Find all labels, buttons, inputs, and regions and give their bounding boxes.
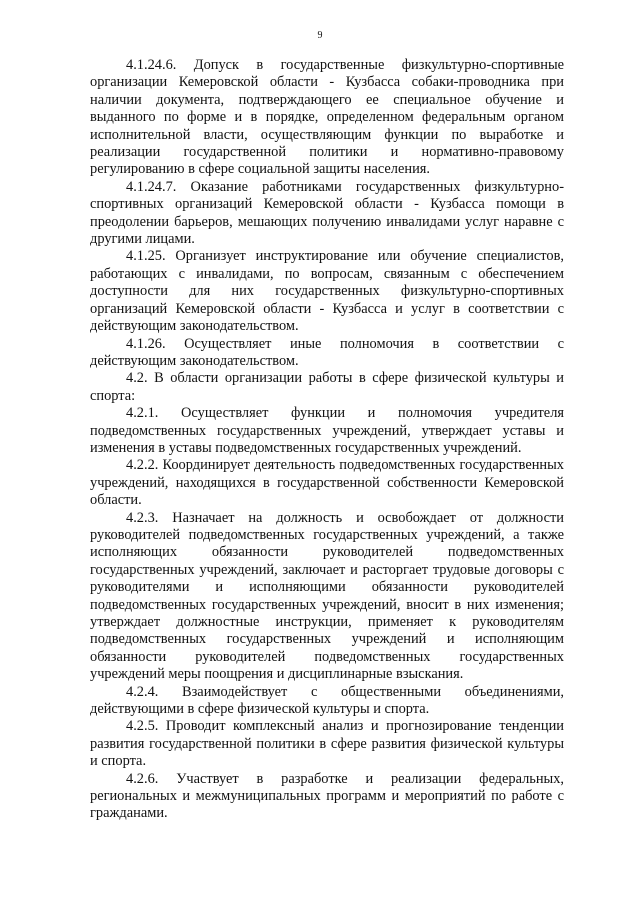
paragraph-4-2-6: 4.2.6. Участвует в разработке и реализации федеральных, региональных и межмуниципальных программ и мероприятий по работе с гражданами. bbox=[90, 770, 564, 822]
paragraph-4-1-24-6: 4.1.24.6. Допуск в государственные физкультурно-спортивные организации Кемеровской области - Кузбасса собаки-проводника при наличии документа, подтверждающего ее специальное обучение и выданного по форме и в порядке, определенном федеральным органом исполнительной власти, осуществляющим функции по выработке и реализации государственной политики и нормативно-правовому регулированию в сфере социальной защиты населения. bbox=[90, 57, 564, 178]
paragraph-4-2-1: 4.2.1. Осуществляет функции и полномочия учредителя подведомственных государственных учреждений, утверждает уставы и изменения в уставы подведомственных государственных учреждений. bbox=[90, 405, 564, 456]
page-number: 9 bbox=[317, 30, 323, 41]
paragraph-4-2-3: 4.2.3. Назначает на должность и освобождает от должности руководителей подведомственных государственных учреждений, а также исполняющих обязанности руководителей подведомственных государственных учреждений, заключает и расторгает трудовые договоры с руководителями и исполняющими обязанности руководителей подведомственных государственных учреждений, вносит в них изменения; утверждает должностные инструкции, применяет к руководителям подведомственных государственных учреждений и исполняющим обязанности руководителей подведомственных государственных учреждений меры поощрения и дисциплинарные взыскания. bbox=[90, 509, 564, 683]
paragraph-4-2-4: 4.2.4. Взаимодействует с общественными объединениями, действующими в сфере физической культуры и спорта. bbox=[90, 683, 564, 718]
paragraph-4-1-26: 4.1.26. Осуществляет иные полномочия в соответствии с действующим законодательством. bbox=[90, 335, 564, 369]
paragraph-4-2-5: 4.2.5. Проводит комплексный анализ и прогнозирование тенденции развития государственной политики в сфере развития физической культуры и спорта. bbox=[90, 718, 564, 770]
paragraph-4-1-24-7: 4.1.24.7. Оказание работниками государственных физкультурно-спортивных организаций Кемеровской области - Кузбасса помощи в преодолении барьеров, мешающих получению инвалидами услуг наравне с другими лицами. bbox=[90, 178, 564, 248]
paragraph-4-1-25: 4.1.25. Организует инструктирование или обучение специалистов, работающих с инвалидами, по вопросам, связанным с обеспечением доступности для них государственных физкультурно-спортивных организаций Кемеровской области - Кузбасса и услуг в соответствии с действующим законодательством. bbox=[90, 248, 564, 335]
paragraph-4-2: 4.2. В области организации работы в сфере физической культуры и спорта: bbox=[90, 370, 564, 404]
paragraph-4-2-2: 4.2.2. Координирует деятельность подведомственных государственных учреждений, находящихся в государственной собственности Кемеровской области. bbox=[90, 457, 564, 509]
document-body bbox=[90, 57, 564, 823]
